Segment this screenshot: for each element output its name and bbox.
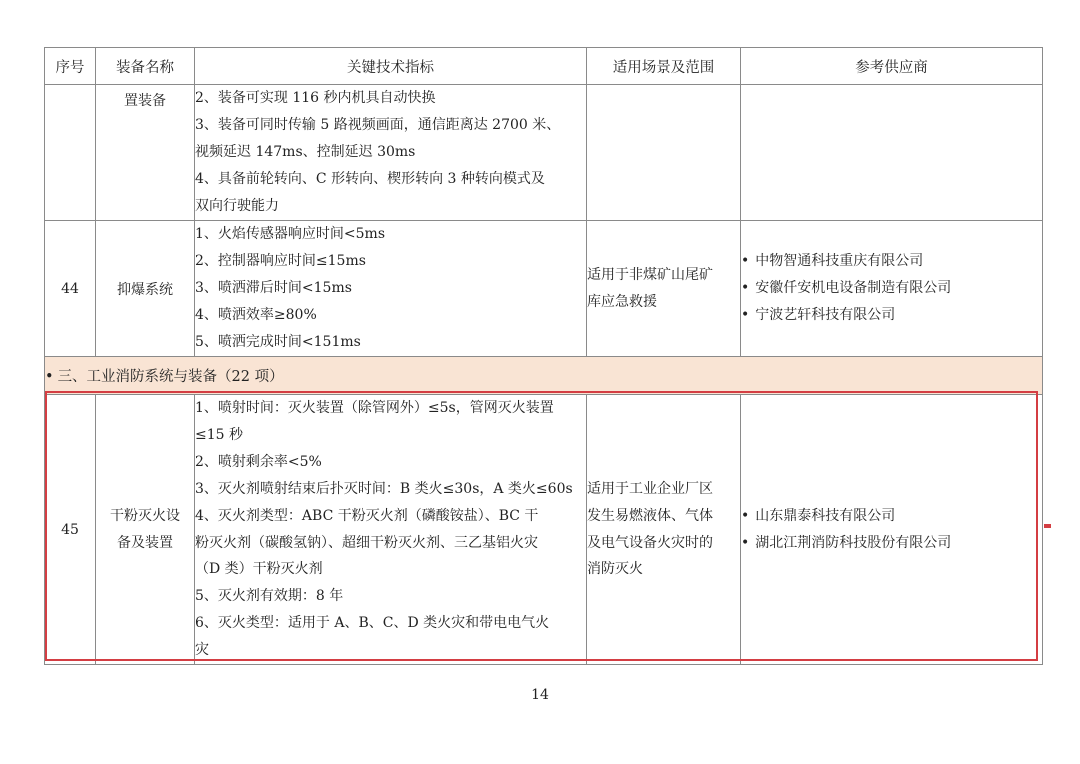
header-name: 装备名称 <box>96 48 195 85</box>
table-row <box>45 221 1043 357</box>
spec-line: 视频延迟 147ms、控制延迟 30ms <box>195 144 416 161</box>
spec-line: 5、灭火剂有效期：8 年 <box>195 588 344 605</box>
spec-line: ≤15 秒 <box>195 426 243 443</box>
cell-specs <box>195 395 587 665</box>
header-scope: 适用场景及范围 <box>587 48 741 85</box>
page-number: 14 <box>531 687 549 703</box>
spec-line: 5、喷洒完成时间<151ms <box>195 333 361 350</box>
spec-line: 灾 <box>195 642 209 659</box>
spec-line: 3、装备可同时传输 5 路视频画面，通信距离达 2700 米、 <box>195 117 561 134</box>
spec-line: 1、喷射时间：灭火装置（除管网外）≤5s，管网灭火装置 <box>195 400 554 417</box>
cell-suppliers <box>741 221 1043 357</box>
cell-scope <box>587 221 741 357</box>
spec-line: 粉灭火剂（碳酸氢钠）、超细干粉灭火剂、三乙基铝火灾 <box>195 534 538 551</box>
cell-scope <box>587 85 741 221</box>
spec-line: 2、装备可实现 116 秒内机具自动快换 <box>195 90 436 107</box>
spec-line: 2、控制器响应时间≤15ms <box>195 253 366 270</box>
section-row <box>45 357 1043 395</box>
spec-line: 3、喷洒滞后时间<15ms <box>195 280 352 297</box>
header-no: 序号 <box>45 48 96 85</box>
header-specs: 关键技术指标 <box>195 48 587 85</box>
spec-line: 2、喷射剩余率<5% <box>195 453 322 470</box>
cell-name <box>96 395 195 665</box>
equipment-table <box>44 47 1043 665</box>
margin-mark <box>1044 524 1051 528</box>
cell-no: 44 <box>45 221 96 357</box>
table-header-row <box>45 48 1043 85</box>
supplier-item: • 中物智通科技重庆有限公司 <box>741 248 1042 275</box>
cell-name: 置装备 <box>96 85 195 221</box>
spec-line: 1、火焰传感器响应时间<5ms <box>195 226 386 243</box>
spec-line: 4、具备前轮转向、C 形转向、楔形转向 3 种转向模式及 <box>195 170 545 187</box>
supplier-item: • 山东鼎泰科技有限公司 <box>741 503 1042 530</box>
spec-line: （D 类）干粉灭火剂 <box>195 561 323 578</box>
scope-line: 及电气设备火灾时的 <box>587 534 713 551</box>
scope-line: 消防灭火 <box>587 561 643 578</box>
cell-specs <box>195 221 587 357</box>
supplier-item: • 安徽仟安机电设备制造有限公司 <box>741 275 1042 302</box>
section-bullet: • <box>45 369 54 385</box>
spec-line: 6、灭火类型：适用于 A、B、C、D 类火灾和带电电气火 <box>195 615 550 632</box>
cell-name: 抑爆系统 <box>96 221 195 357</box>
cell-no <box>45 85 96 221</box>
spec-line: 4、喷洒效率≥80% <box>195 306 317 323</box>
scope-line: 库应急救援 <box>587 293 657 310</box>
cell-scope <box>587 395 741 665</box>
section-title: 三、工业消防系统与装备（22 项） <box>57 369 284 385</box>
header-suppliers: 参考供应商 <box>741 48 1043 85</box>
name-line: 干粉灭火设 <box>110 507 180 524</box>
scope-line: 适用于工业企业厂区 <box>587 480 713 497</box>
spec-line: 双向行驶能力 <box>195 197 279 214</box>
scope-line: 适用于非煤矿山尾矿 <box>587 266 713 283</box>
cell-suppliers <box>741 85 1043 221</box>
spec-line: 3、灭火剂喷射结束后扑灭时间：B 类火≤30s，A 类火≤60s <box>195 480 573 497</box>
cell-suppliers <box>741 395 1043 665</box>
table-row <box>45 85 1043 221</box>
supplier-item: • 湖北江荆消防科技股份有限公司 <box>741 530 1042 557</box>
supplier-item: • 宁波艺轩科技有限公司 <box>741 302 1042 329</box>
cell-no: 45 <box>45 395 96 665</box>
table-row <box>45 395 1043 665</box>
spec-line: 4、灭火剂类型：ABC 干粉灭火剂（磷酸铵盐）、BC 干 <box>195 507 539 524</box>
section-title-cell <box>45 357 1043 395</box>
name-line: 备及装置 <box>117 534 173 551</box>
scope-line: 发生易燃液体、气体 <box>587 507 713 524</box>
cell-specs <box>195 85 587 221</box>
